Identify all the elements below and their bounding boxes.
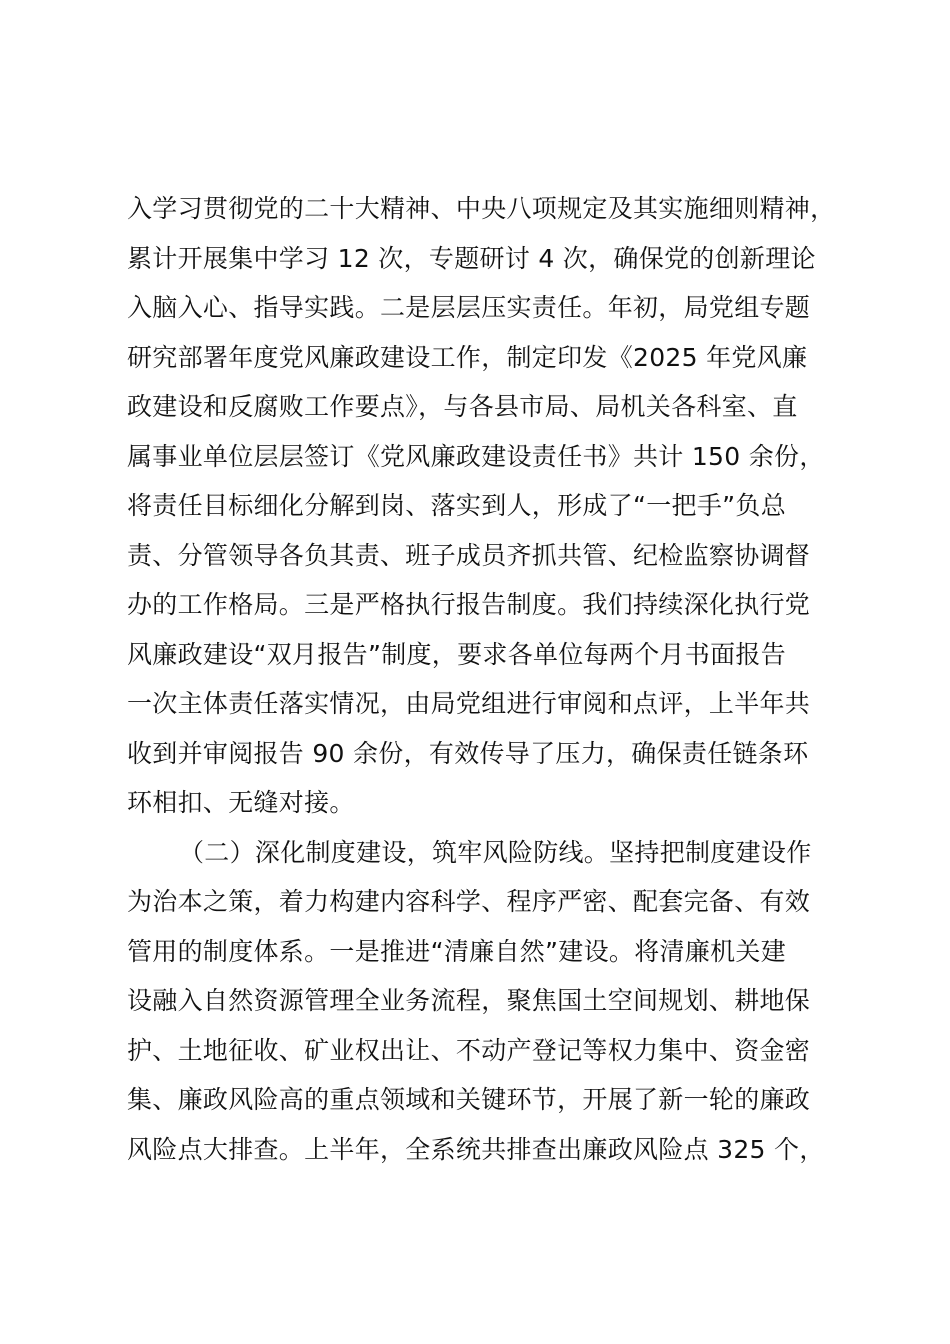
text-line: 将责任目标细化分解到岗、落实到人，形成了“一把手”负总 [127,491,787,520]
text-line: 累计开展集中学习 12 次，专题研讨 4 次，确保党的创新理论 [127,243,816,273]
text-line: 护、土地征收、矿业权出让、不动产登记等权力集中、资金密 [127,1035,811,1065]
text-line: 为治本之策，着力构建内容科学、程序严密、配套完备、有效 [127,887,811,916]
text-line: 研究部署年度党风廉政建设工作，制定印发《2025 年党风廉 [127,342,808,372]
text-line: 入学习贯彻党的二十大精神、中央八项规定及其实施细则精神， [127,194,836,223]
text-line: 风险点大排查。上半年，全系统共排查出廉政风险点 325 个， [127,1134,825,1164]
text-line: 办的工作格局。三是严格执行报告制度。我们持续深化执行党 [127,590,811,619]
text-line: 管用的制度体系。一是推进“清廉自然”建设。将清廉机关建 [127,936,787,966]
text-line: 政建设和反腐败工作要点》，与各县市局、局机关各科室、直 [127,392,798,421]
text-line: 收到并审阅报告 90 余份，有效传导了压力，确保责任链条环 [127,738,809,768]
text-line: 集、廉政风险高的重点领域和关键环节，开展了新一轮的廉政 [127,1085,811,1114]
body-text [127,184,847,1174]
section-heading-line: （二）深化制度建设，筑牢风险防线。坚持把制度建设作 [179,837,812,867]
text-line: 风廉政建设“双月报告”制度，要求各单位每两个月书面报告 [127,639,787,669]
text-line: 责、分管领导各负其责、班子成员齐抓共管、纪检监察协调督 [127,540,811,570]
text-line: 设融入自然资源管理全业务流程，聚焦国土空间规划、耕地保 [127,986,811,1015]
text-line: 入脑入心、指导实践。二是层层压实责任。年初，局党组专题 [127,293,811,322]
text-line: 一次主体责任落实情况，由局党组进行审阅和点评，上半年共 [127,689,811,718]
text-line: 属事业单位层层签订《党风廉政建设责任书》共计 150 余份， [127,441,825,471]
text-line: 环相扣、无缝对接。 [127,788,355,817]
